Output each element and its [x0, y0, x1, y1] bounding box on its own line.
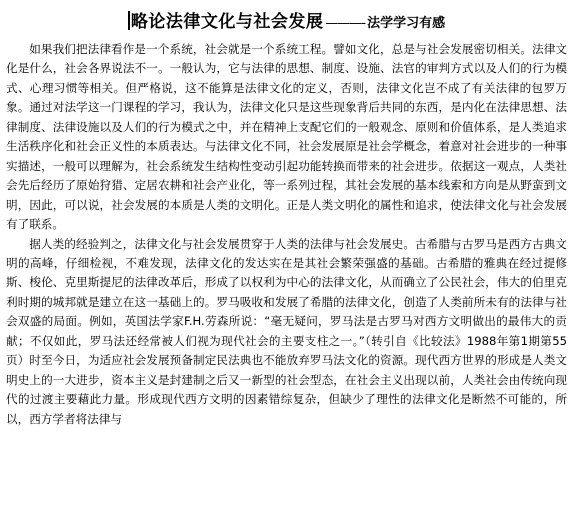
title-main: 略论法律文化与社会发展: [130, 12, 324, 32]
paragraph-2: 据人类的经验判之，法律文化与社会发展贯穿于人类的法律与社会发展史。古希腊与古罗马是西方古典文明的高峰，仔细检视，不难发现，法律文化的发达实在是其社会繁荣强盛的基础。古希腊的雅典在经过提修斯、梭伦、克里斯提尼的法律改革后，形成了以权利为中心的法律文化，从而确立了公民社会，伟大的伯里克利时期的城邦就是建立在这一基础上的。罗马吸收和发展了希腊的法律文化，创造了人类前所未有的法律与社会双盛的局面。例如，英国法学家F.H.劳森所说：“毫无疑问，罗马法是古罗马对西方文明做出的最伟大的贡献；不仅如此，罗马法还经常被人们视为现代社会的主要支柱之一。”（转引自《比较法》1988年第1期第55页）时至今日，为适应社会发展预备制定民法典也不能放弃罗马法文化的资源。现代西方世界的形成是人类文明史上的一大进步，资本主义是封建制之后又一新型的社会型态，在社会主义出现以前，人类社会由传统向现代的过渡主要藉此力量。形成现代西方文明的因素错综复杂，但缺少了理性的法律文化是断然不可能的，所以，西方学者将法律与: [6, 236, 567, 426]
paragraph-1: 如果我们把法律看作是一个系统，社会就是一个系统工程。譬如文化，总是与社会发展密切相关。法律文化是什么，社会各界说法不一。一般认为，它与法律的思想、制度、设施、法官的审判方式以及人们的行为模式、心理习惯等相关。但严格说，这不能算是法律文化的定义，否则，法律文化岂不成了有关法律的包罗万象。通过对法学这一门课程的学习，我认为，法律文化只是这些现象背后共同的东西，是内化在法律思想、法律制度、法律设施以及人们的行为模式之中，并在精神上支配它们的一般观念、原则和价值体系，是人类追求生活秩序化和社会正义性的本质表达。与法律文化不同，社会发展原是社会学概念，着意对社会进步的一种事实描述，一般可以理解为，社会系统发生结构性变动引起功能转换而带来的社会进步。依据这一观点，人类社会先后经历了原始狩猎、定居农耕和社会产业化，等一系列过程，其社会发展的基本线索和方向是从野蛮到文明，因此，可以说，社会发展的本质是人类的文明化。正是人类文明化的属性和追求，使法律文化与社会发展有了联系。: [6, 42, 567, 232]
document-title: [0, 7, 573, 33]
title-subtitle: 法学学习有感: [367, 16, 446, 31]
title-dash: ———-: [325, 16, 366, 31]
document-body: [6, 40, 567, 429]
text-cursor: [128, 11, 130, 30]
